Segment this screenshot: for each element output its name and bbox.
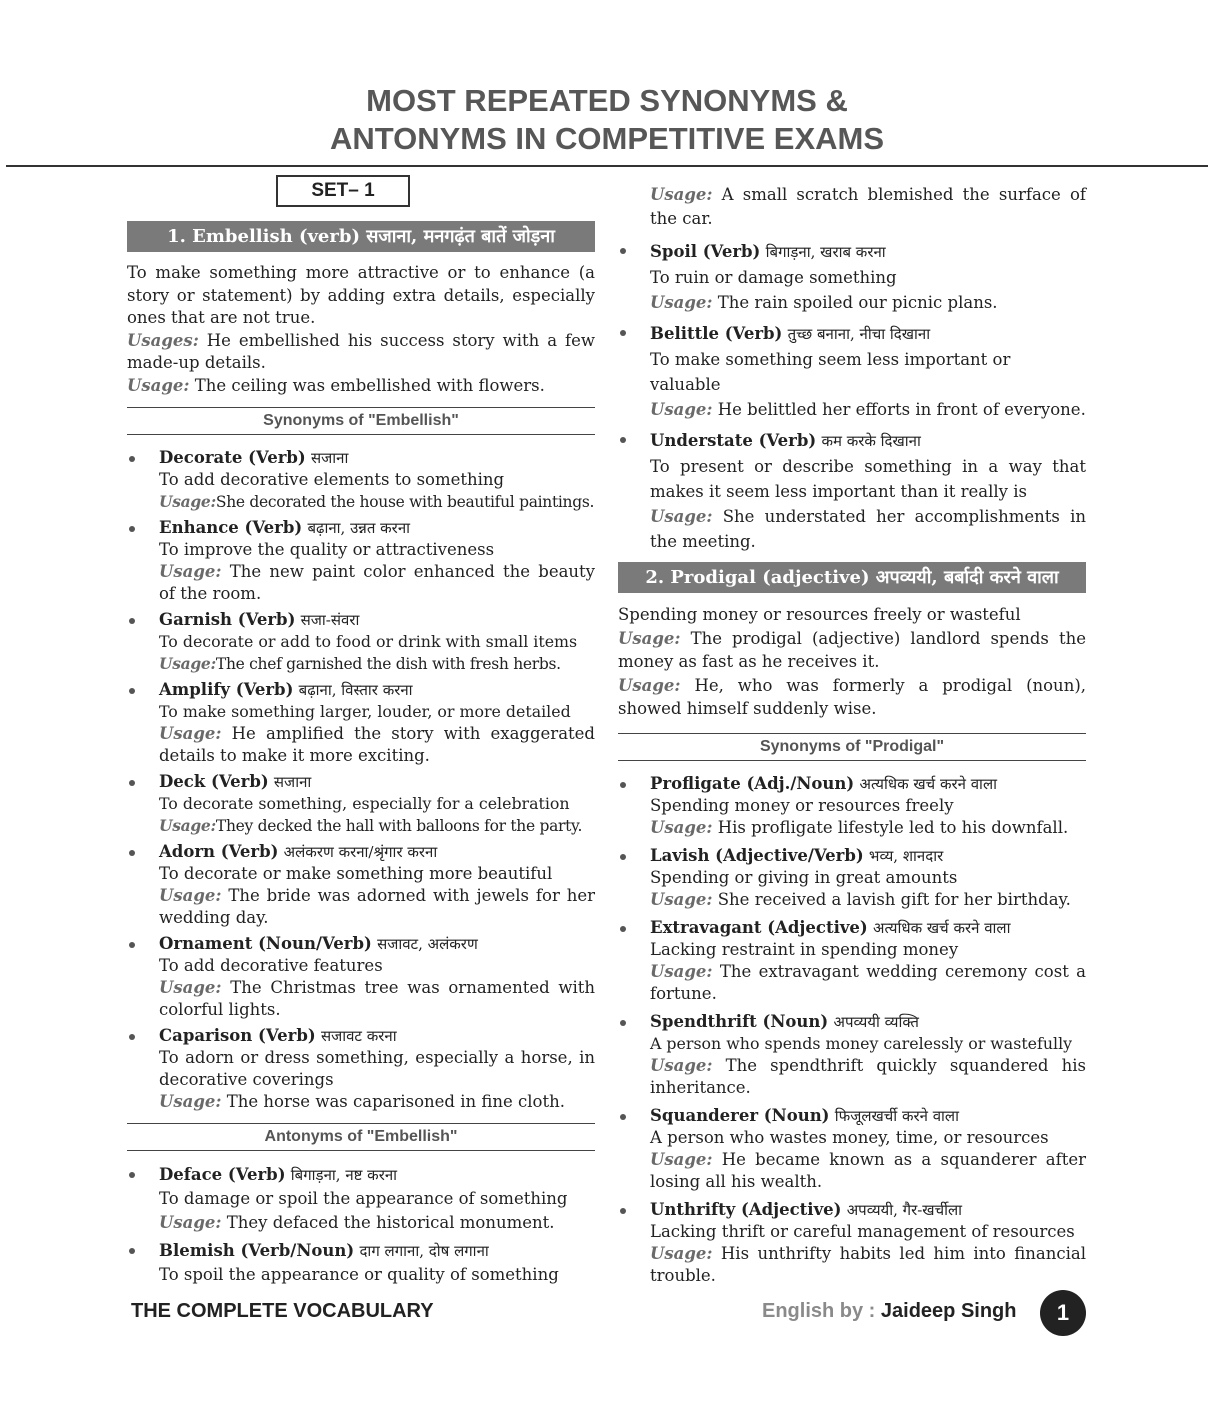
list-item	[127, 1025, 595, 1113]
usage-line	[650, 1055, 1086, 1099]
list-item	[127, 609, 595, 675]
word-title: Unthrifty (Adjective)	[650, 1199, 842, 1219]
usage-text: The bride was adorned with jewels for her wedding day.	[159, 886, 595, 927]
word-meaning: Lacking restraint in spending money	[650, 939, 959, 959]
usage-line	[159, 561, 595, 605]
word-meaning: A person who wastes money, time, or resources	[650, 1127, 1049, 1147]
definition-prodigal	[618, 603, 1086, 721]
hindi-meaning: तुच्छ बनाना, नीचा दिखाना	[787, 325, 931, 343]
book-title: THE COMPLETE VOCABULARY	[131, 1300, 434, 1322]
usage-label: Usage:	[650, 185, 713, 204]
definition-text: To make something more attractive or to enhance (a story or statement) by adding extra details, especially ones that are not true.	[127, 263, 595, 327]
usage-text: He embellished his success story with a few made-up details.	[127, 330, 595, 372]
usage-text: The prodigal (adjective) landlord spends the money as fast as he receives it.	[618, 628, 1086, 671]
word-title: Deface (Verb)	[159, 1165, 286, 1184]
left-column	[127, 175, 595, 1291]
usage-label: Usage:	[650, 817, 713, 837]
antonyms-heading-embellish: Antonyms of "Embellish"	[127, 1123, 595, 1151]
usage-line	[618, 674, 1086, 721]
usage-text: His unthrifty habits led him into financial trouble.	[650, 1243, 1087, 1285]
usage-label: Usage:	[618, 628, 681, 648]
usage-label: Usage:	[159, 886, 222, 905]
word-meaning: To damage or spoil the appearance of something	[159, 1189, 568, 1208]
list-item	[618, 845, 1086, 911]
usage-label: Usage:	[650, 1055, 713, 1075]
usage-text: A small scratch blemished the surface of the car.	[650, 185, 1086, 228]
blemish-usage-continued	[618, 183, 1086, 231]
usage-text: She understated her accomplishments in the meeting.	[650, 507, 1086, 551]
hindi-meaning: बिगाड़ना, नष्ट करना	[290, 1166, 398, 1184]
hindi-meaning: सजाना	[311, 449, 349, 467]
usage-text: The horse was caparisoned in fine cloth.	[226, 1092, 565, 1111]
word-title: Lavish (Adjective/Verb)	[650, 845, 864, 865]
hindi-meaning: अपव्ययी, गैर-खर्चीला	[846, 1200, 963, 1219]
word-title: Decorate (Verb)	[159, 448, 306, 467]
usage-line	[650, 817, 1086, 839]
usage-label: Usage:	[650, 507, 713, 526]
word-meaning: To ruin or damage something	[650, 268, 897, 287]
word-meaning: Spending or giving in great amounts	[650, 867, 958, 887]
word-meaning: Spending money or resources freely	[650, 795, 954, 815]
word-title: Deck (Verb)	[159, 772, 269, 791]
usage-line	[159, 1091, 595, 1113]
usage-label: Usage:	[650, 889, 713, 909]
usage-label: Usage:	[650, 1149, 713, 1169]
usage-text: He became known as a squanderer after losing all his wealth.	[650, 1149, 1086, 1191]
usage-label: Usage:	[650, 293, 713, 312]
usage-line	[159, 815, 595, 837]
usage-line	[650, 290, 1086, 315]
word-title: Spendthrift (Noun)	[650, 1011, 829, 1031]
list-item	[127, 447, 595, 513]
synonyms-list-embellish	[127, 447, 595, 1113]
word-title: Enhance (Verb)	[159, 518, 303, 537]
word-title: Caparison (Verb)	[159, 1026, 316, 1045]
list-item	[127, 679, 595, 767]
hindi-meaning: अपव्ययी व्यक्ति	[833, 1012, 919, 1031]
usage-line	[159, 491, 595, 513]
list-item	[618, 321, 1086, 422]
synonyms-heading-prodigal: Synonyms of "Prodigal"	[618, 733, 1086, 761]
usage-label: Usage:	[159, 654, 216, 673]
list-item	[127, 1239, 595, 1287]
usage-label: Usage:	[650, 961, 713, 981]
word-title: Adorn (Verb)	[159, 842, 279, 861]
list-item	[618, 1105, 1086, 1193]
usage-text: He amplified the story with exaggerated details to make it more exciting.	[159, 724, 595, 765]
page-number: 1	[1040, 1290, 1086, 1336]
word-meaning: To improve the quality or attractiveness	[159, 540, 495, 559]
word-title: Amplify (Verb)	[159, 680, 294, 699]
usage-line	[159, 653, 595, 675]
usage-line	[159, 885, 595, 929]
usage-text: The ceiling was embellished with flowers.	[194, 375, 545, 395]
word-meaning: To decorate or make something more beautiful	[159, 864, 553, 883]
usage-label: Usage:	[650, 400, 713, 419]
hindi-meaning: सजा-संवरा	[300, 611, 360, 629]
hindi-meaning: भव्य, शानदार	[868, 846, 944, 865]
usage-text: They defaced the historical monument.	[226, 1213, 555, 1232]
usage-label: Usage:	[127, 375, 190, 395]
usage-line	[650, 1243, 1086, 1287]
title-divider	[6, 165, 1208, 167]
usage-label: Usage:	[159, 1213, 222, 1232]
usage-line	[650, 889, 1086, 911]
set-label: SET– 1	[276, 175, 410, 207]
list-item	[618, 239, 1086, 315]
title-line-1: MOST REPEATED SYNONYMS &	[366, 83, 848, 118]
usage-label: Usage:	[159, 562, 222, 581]
usage-label: Usage:	[159, 816, 216, 835]
word-title: Ornament (Noun/Verb)	[159, 934, 372, 953]
list-item	[127, 1163, 595, 1235]
usage-line	[127, 375, 595, 398]
word-title: Spoil (Verb)	[650, 242, 761, 261]
author-credit	[762, 1300, 1017, 1323]
title-line-2: ANTONYMS IN COMPETITIVE EXAMS	[329, 121, 885, 156]
synonyms-heading-embellish: Synonyms of "Embellish"	[127, 407, 595, 435]
list-item	[127, 771, 595, 837]
hindi-meaning: सजाना	[273, 773, 312, 791]
usage-label: Usage:	[650, 1243, 713, 1263]
list-item	[127, 933, 595, 1021]
usage-text: The chef garnished the dish with fresh herbs.	[215, 655, 561, 673]
list-item	[618, 773, 1086, 839]
list-item	[618, 917, 1086, 1005]
word-meaning: To spoil the appearance or quality of something	[159, 1265, 559, 1284]
list-item	[618, 428, 1086, 554]
word-meaning: A person who spends money carelessly or wastefully	[650, 1033, 1073, 1053]
word-meaning: Lacking thrift or careful management of resources	[650, 1221, 1075, 1241]
usage-text: They decked the hall with balloons for the party.	[215, 817, 583, 835]
word-meaning: To add decorative features	[159, 956, 383, 975]
usage-text: He, who was formerly a prodigal (noun), showed himself suddenly wise.	[618, 675, 1086, 718]
definition-text: Spending money or resources freely or wasteful	[618, 605, 1021, 624]
word-meaning: To add decorative elements to something	[159, 470, 505, 489]
hindi-meaning: फिजूलखर्ची करने वाला	[834, 1106, 959, 1125]
word-title: Belittle (Verb)	[650, 324, 783, 343]
word-meaning: To decorate something, especially for a celebration	[159, 794, 570, 813]
usage-text: The Christmas tree was ornamented with colorful lights.	[159, 978, 596, 1019]
list-item	[127, 517, 595, 605]
usage-text: The rain spoiled our picnic plans.	[717, 293, 998, 312]
synonyms-list-prodigal	[618, 773, 1086, 1287]
right-column	[618, 183, 1086, 1293]
usage-label: Usage:	[618, 675, 681, 695]
hindi-meaning: अत्यधिक खर्च करने वाला	[872, 918, 1011, 937]
word-meaning: To present or describe something in a way that makes it seem less important than it really is	[650, 457, 1086, 501]
usage-text: The extravagant wedding ceremony cost a fortune.	[650, 961, 1087, 1003]
word-meaning: To make something seem less important or valuable	[650, 350, 1011, 394]
usage-line	[159, 977, 595, 1021]
word-title: Extravagant (Adjective)	[650, 917, 868, 937]
usage-line	[159, 723, 595, 767]
word-title: Profligate (Adj./Noun)	[650, 773, 855, 793]
list-item	[618, 1011, 1086, 1099]
author-prefix: English by :	[762, 1300, 881, 1322]
definition-embellish	[127, 262, 595, 397]
usage-label: Usages:	[127, 330, 199, 350]
usage-line	[127, 330, 595, 375]
word-title: Blemish (Verb/Noun)	[159, 1241, 355, 1260]
usage-text: She received a lavish gift for her birthday.	[717, 889, 1071, 909]
hindi-meaning: सजावट, अलंकरण	[377, 935, 478, 953]
hindi-meaning: बिगाड़ना, खराब करना	[765, 243, 886, 261]
entry-heading-embellish: 1. Embellish (verb) सजाना, मनगढ़ंत बातें जोड़ना	[127, 221, 595, 252]
entry-heading-prodigal: 2. Prodigal (adjective) अपव्ययी, बर्बादी करने वाला	[618, 562, 1086, 593]
usage-line	[650, 1149, 1086, 1193]
list-item	[618, 1199, 1086, 1287]
word-title: Understate (Verb)	[650, 431, 817, 450]
usage-line	[159, 1211, 595, 1235]
hindi-meaning: अलंकरण करना/श्रृंगार करना	[283, 843, 438, 861]
usage-text: His profligate lifestyle led to his downfall.	[717, 817, 1069, 837]
antonyms-list-embellish	[127, 1163, 595, 1287]
word-meaning: To make something larger, louder, or more detailed	[159, 702, 571, 721]
usage-text: The spendthrift quickly squandered his inheritance.	[650, 1055, 1086, 1097]
word-meaning: To decorate or add to food or drink with small items	[159, 632, 578, 651]
usage-label: Usage:	[159, 978, 222, 997]
usage-text: He belittled her efforts in front of everyone.	[717, 400, 1086, 419]
hindi-meaning: सजावट करना	[320, 1027, 397, 1045]
hindi-meaning: दाग लगाना, दोष लगाना	[359, 1242, 489, 1260]
usage-label: Usage:	[159, 724, 222, 743]
antonyms-list-embellish-continued	[618, 239, 1086, 554]
usage-text: The new paint color enhanced the beauty of the room.	[159, 562, 596, 603]
word-title: Garnish (Verb)	[159, 610, 296, 629]
page-title	[0, 82, 1214, 158]
usage-line	[650, 397, 1086, 422]
word-title: Squanderer (Noun)	[650, 1105, 830, 1125]
hindi-meaning: बढ़ाना, उन्नत करना	[307, 519, 411, 537]
list-item	[127, 841, 595, 929]
word-meaning: To adorn or dress something, especially a horse, in decorative coverings	[159, 1048, 595, 1089]
usage-text: She decorated the house with beautiful paintings.	[215, 493, 595, 511]
usage-label: Usage:	[159, 492, 216, 511]
hindi-meaning: बढ़ाना, विस्तार करना	[298, 681, 413, 699]
hindi-meaning: कम करके दिखाना	[821, 432, 921, 450]
usage-label: Usage:	[159, 1092, 222, 1111]
usage-line	[650, 961, 1086, 1005]
usage-line	[618, 627, 1086, 674]
usage-line	[650, 504, 1086, 554]
hindi-meaning: अत्यधिक खर्च करने वाला	[859, 774, 998, 793]
author-name: Jaideep Singh	[880, 1300, 1017, 1322]
